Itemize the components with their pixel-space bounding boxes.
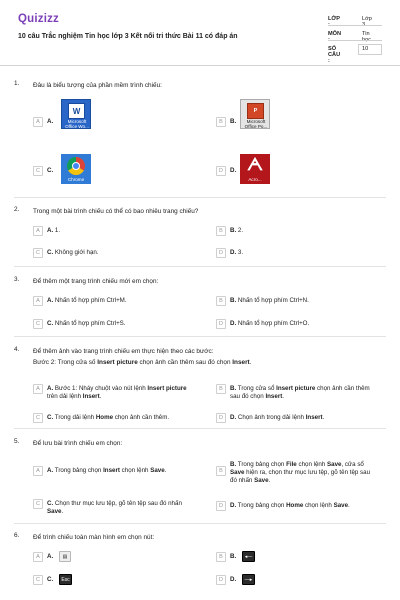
question-number: 1. (14, 80, 20, 87)
question-subtext: Bước 2: Trong cửa số Insert picture chọn ảnh cần thêm sau đó chọn Insert. (33, 359, 252, 366)
question-number: 5. (14, 438, 20, 445)
esc-key-icon: Esc (59, 574, 72, 585)
option-checkbox[interactable]: B (216, 466, 226, 476)
option-checkbox[interactable]: A (33, 296, 43, 306)
question-number: 4. (14, 346, 20, 353)
option-checkbox[interactable]: C (33, 499, 43, 509)
option-letter: A. (47, 227, 54, 234)
microsoft-powerpoint-icon: P Microsoft Office Po... (240, 99, 270, 129)
option-checkbox[interactable]: A (33, 466, 43, 476)
option-text: Trong bảng chọn Insert chọn lệnh Save. (54, 467, 167, 474)
slideshow-key-icon: ▤ (59, 551, 71, 562)
option-checkbox[interactable]: C (33, 575, 43, 585)
option-checkbox[interactable]: B (216, 117, 226, 127)
option-text: Chọn thư mục lưu tệp, gõ tên tệp sau đó nhấn Save. (47, 500, 182, 515)
question-divider (14, 523, 386, 524)
question-divider (14, 428, 386, 429)
option-checkbox[interactable]: D (216, 501, 226, 511)
option-letter: B. (230, 227, 237, 234)
option-checkbox[interactable]: A (33, 384, 43, 394)
question-divider (14, 336, 386, 337)
app-caption: Acro... (248, 177, 262, 182)
meta-class-value: Lớp 3 (362, 16, 372, 28)
option-text: Trong dải lệnh Home chọn ảnh cần thêm. (54, 414, 170, 421)
option-checkbox[interactable]: A (33, 117, 43, 127)
page-header (0, 0, 400, 66)
meta-divider (328, 40, 382, 41)
option-checkbox[interactable]: C (33, 166, 43, 176)
option-letter: C. (47, 167, 54, 174)
app-caption: Chrome (67, 177, 85, 182)
page-title: 10 câu Trắc nghiệm Tin học lớp 3 Kết nối tri thức Bài 11 có đáp án (18, 33, 238, 40)
option-letter: A. (47, 553, 54, 560)
question-text: Để thêm ảnh vào trang trình chiếu em thực hiện theo các bước: (33, 348, 214, 355)
option-letter: D. (230, 167, 237, 174)
option-text: Trong cửa sổ Insert picture chọn ảnh cần thêm sau đó chọn Insert. (230, 385, 370, 400)
acrobat-icon: ᗅ Acro... (240, 154, 270, 184)
meta-class-label: LỚP : (328, 16, 340, 28)
question-text: Để trình chiếu toàn màn hình em chọn nút: (33, 534, 155, 541)
option-letter: D. (230, 320, 237, 327)
option-checkbox[interactable]: A (33, 226, 43, 236)
option-letter: B. (230, 553, 237, 560)
option-checkbox[interactable]: D (216, 413, 226, 423)
option-text: 1. (54, 227, 61, 234)
option-letter: D. (230, 576, 237, 583)
meta-subject-value: Tin học (362, 31, 372, 43)
option-checkbox[interactable]: B (216, 552, 226, 562)
option-letter: C. (47, 500, 54, 507)
microsoft-word-icon: W Microsoft Office Wo... (61, 99, 91, 129)
option-letter: C. (47, 320, 54, 327)
question-divider (14, 197, 386, 198)
question-text: Để thêm một trang trình chiếu mới em chọn: (33, 278, 159, 285)
option-text: Chọn ảnh trong dải lệnh Insert. (237, 414, 325, 421)
meta-count-value: 10 (362, 46, 369, 52)
question-text: Trong một bài trình chiếu có thể có bao nhiêu trang chiếu? (33, 208, 199, 215)
option-text: 2. (237, 227, 244, 234)
option-checkbox[interactable]: D (216, 248, 226, 258)
app-caption: Microsoft Office Wo... (65, 119, 89, 129)
option-letter: C. (47, 414, 54, 421)
option-letter: B. (230, 297, 237, 304)
option-text: Bước 1: Nháy chuột vào nút lệnh Insert picture trên dải lệnh Insert. (47, 385, 187, 400)
option-letter: B. (230, 118, 237, 125)
question-number: 3. (14, 276, 20, 283)
option-text: Không giới hạn. (54, 249, 99, 256)
question-number: 6. (14, 532, 20, 539)
left-arrow-key-icon: ◂— (242, 551, 255, 562)
right-arrow-key-icon: —▸ (242, 574, 255, 585)
option-letter: D. (230, 414, 237, 421)
meta-divider (328, 25, 382, 26)
option-checkbox[interactable]: C (33, 319, 43, 329)
app-caption: Microsoft Office Po... (244, 119, 268, 129)
option-checkbox[interactable]: A (33, 552, 43, 562)
option-text: 3. (237, 249, 244, 256)
option-checkbox[interactable]: B (216, 296, 226, 306)
question-text: Để lưu bài trình chiếu em chọn: (33, 440, 123, 447)
option-checkbox[interactable]: C (33, 413, 43, 423)
option-letter: D. (230, 502, 237, 509)
option-text: Nhấn tổ hợp phím Ctrl+N. (237, 297, 309, 304)
option-letter: C. (47, 576, 54, 583)
option-text: Nhấn tổ hợp phím Ctrl+S. (54, 320, 126, 327)
option-checkbox[interactable]: D (216, 575, 226, 585)
question-text: Đâu là biểu tượng của phần mềm trình chiếu: (33, 82, 162, 89)
option-text: Nhấn tổ hợp phím Ctrl+M. (54, 297, 127, 304)
meta-subject-label: MÔN : (328, 31, 342, 43)
option-letter: D. (230, 249, 237, 256)
option-checkbox[interactable]: D (216, 166, 226, 176)
option-checkbox[interactable]: B (216, 384, 226, 394)
option-letter: B. (230, 385, 237, 392)
option-checkbox[interactable]: C (33, 248, 43, 258)
chrome-icon (61, 154, 91, 184)
option-checkbox[interactable]: B (216, 226, 226, 236)
question-divider (14, 266, 386, 267)
option-letter: A. (47, 118, 54, 125)
option-text: Nhấn tổ hợp phím Ctrl+O. (237, 320, 310, 327)
option-letter: B. (230, 461, 237, 468)
option-letter: A. (47, 297, 54, 304)
option-letter: C. (47, 249, 54, 256)
option-checkbox[interactable]: D (216, 319, 226, 329)
option-letter: A. (47, 385, 54, 392)
option-text: Trong bảng chọn Home chọn lệnh Save. (237, 502, 350, 509)
question-number: 2. (14, 206, 20, 213)
option-text: Trong bảng chọn File chọn lệnh Save, cửa sổ Save hiện ra, chọn thư mục lưu tệp, gõ tên tệp sau đó nhấn Save. (230, 461, 371, 484)
meta-count-label: SỐ CÂU : (328, 46, 341, 64)
quizizz-logo: Quizizz (18, 13, 60, 25)
option-letter: A. (47, 467, 54, 474)
